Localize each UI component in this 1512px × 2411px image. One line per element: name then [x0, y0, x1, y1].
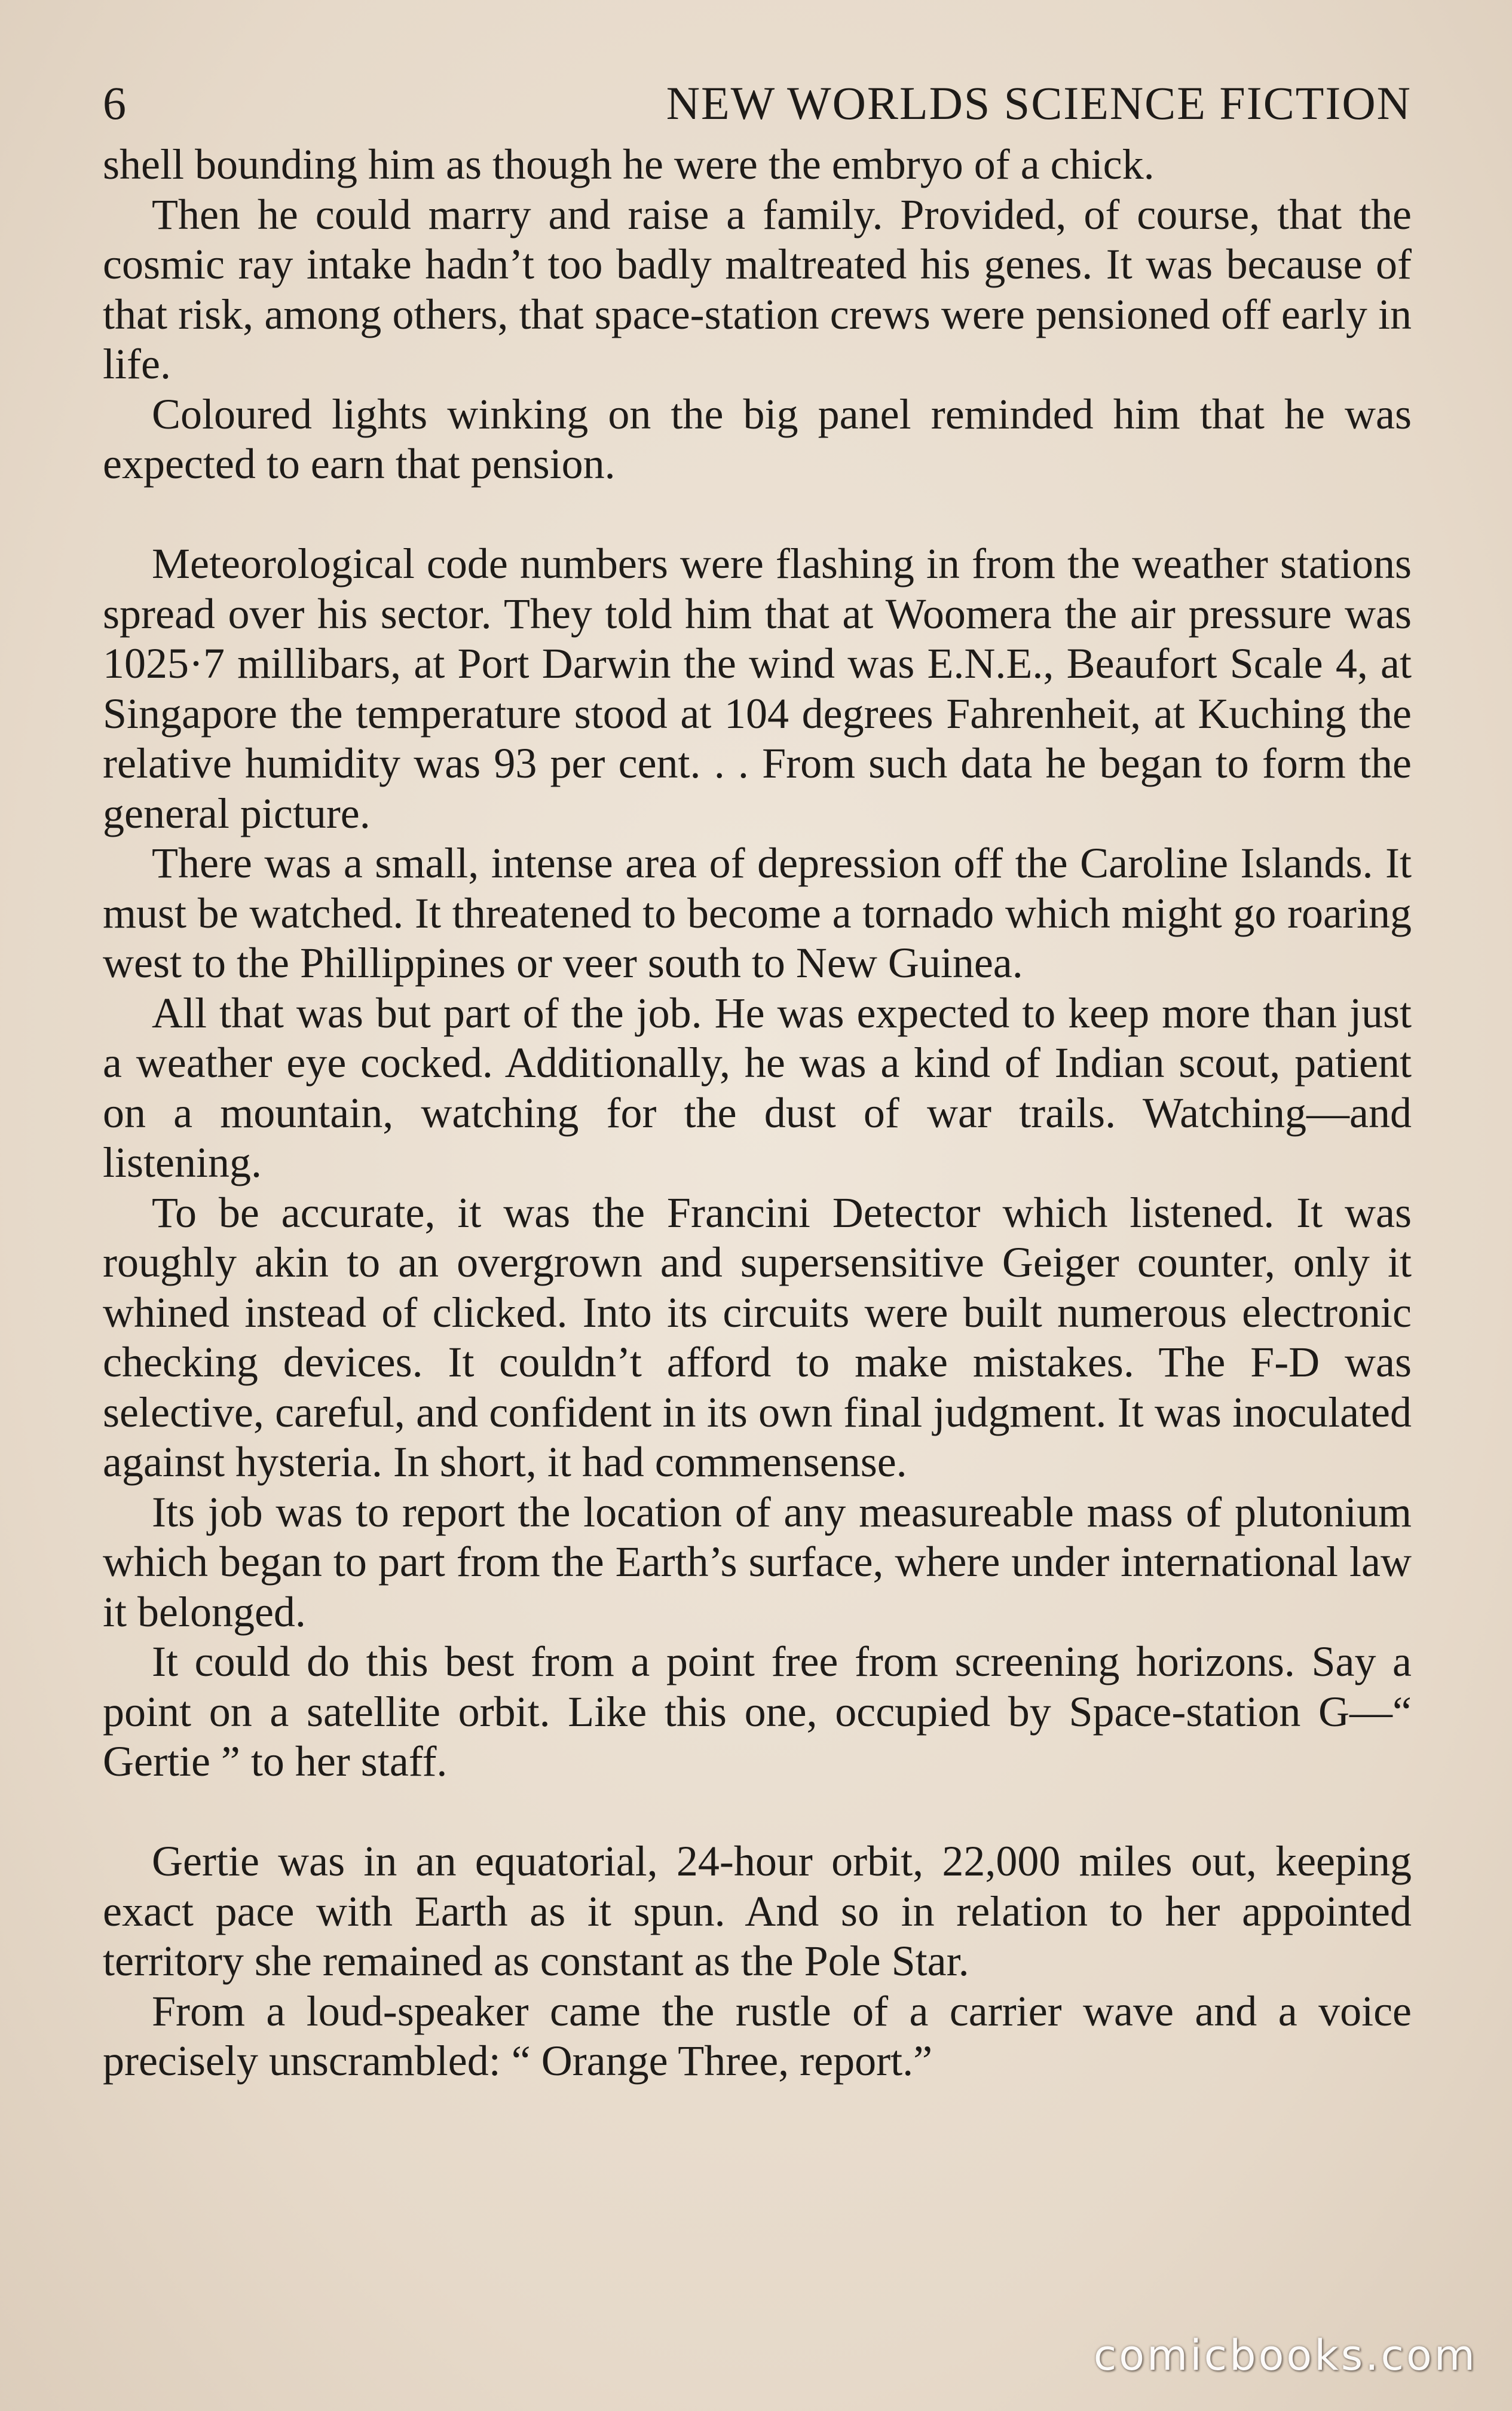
paragraph: To be accurate, it was the Francini Detector which listened. It was roughly akin to an overgrown and supersensitive Geiger counter, only it whined instead of clicked. Into its circuits were built numerous electronic checking devices. It couldn’t afford to make mistakes. The F-D was selective, careful, and confident in its own final judgment. It was inoculated against hysteria. In short, it had commensense.	[103, 1188, 1412, 1486]
paragraph: Its job was to report the location of any measureable mass of plutonium which began to part from the Earth’s surface, where under international law it belonged.	[103, 1488, 1412, 1636]
paragraph: All that was but part of the job. He was expected to keep more than just a weather eye cocked. Additionally, he was a kind of Indian scout, patient on a mountain, watching for the dust of war trails. Watching—and listening.	[103, 989, 1412, 1186]
paragraph: Coloured lights winking on the big panel reminded him that he was expected to earn that pension.	[103, 390, 1412, 488]
paragraph: Then he could marry and raise a family. Provided, of course, that the cosmic ray intake hadn’t too badly maltreated his genes. It was because of that risk, among others, that space-station crews were pensioned off early in life.	[103, 190, 1412, 388]
running-header	[103, 71, 1412, 136]
paragraph: Meteorological code numbers were flashing in from the weather stations spread over his sector. They told him that at Woomera the air pressure was 1025·7 millibars, at Port Darwin the wind was E.N.E., Beaufort Scale 4, at Singapore the temperature stood at 104 degrees Fahrenheit, at Kuching the relative humidity was 93 per cent. . . From such data he began to form the general picture.	[103, 540, 1412, 837]
book-page	[103, 71, 1412, 2086]
page-number: 6	[103, 77, 127, 129]
section-break	[103, 489, 1412, 540]
section-break	[103, 1787, 1412, 1837]
publication-title: NEW WORLDS SCIENCE FICTION	[666, 77, 1412, 129]
paragraph: From a loud-speaker came the rustle of a carrier wave and a voice precisely unscrambled: “ Orange Three, report.”	[103, 1987, 1412, 2085]
paragraph: shell bounding him as though he were the embryo of a chick.	[103, 140, 1155, 188]
paragraph: There was a small, intense area of depression off the Caroline Islands. It must be watched. It threatened to become a tornado which might go roaring west to the Phillippines or veer south to New Guinea.	[103, 839, 1412, 987]
paragraph: Gertie was in an equatorial, 24-hour orbit, 22,000 miles out, keeping exact pace with Earth as it spun. And so in relation to her appointed territory she remained as constant as the Pole Star.	[103, 1837, 1412, 1985]
watermark: comicbooks.com	[1093, 2331, 1477, 2380]
paragraph: It could do this best from a point free from screening horizons. Say a point on a satellite orbit. Like this one, occupied by Space-station G—“ Gertie ” to her staff.	[103, 1638, 1412, 1785]
